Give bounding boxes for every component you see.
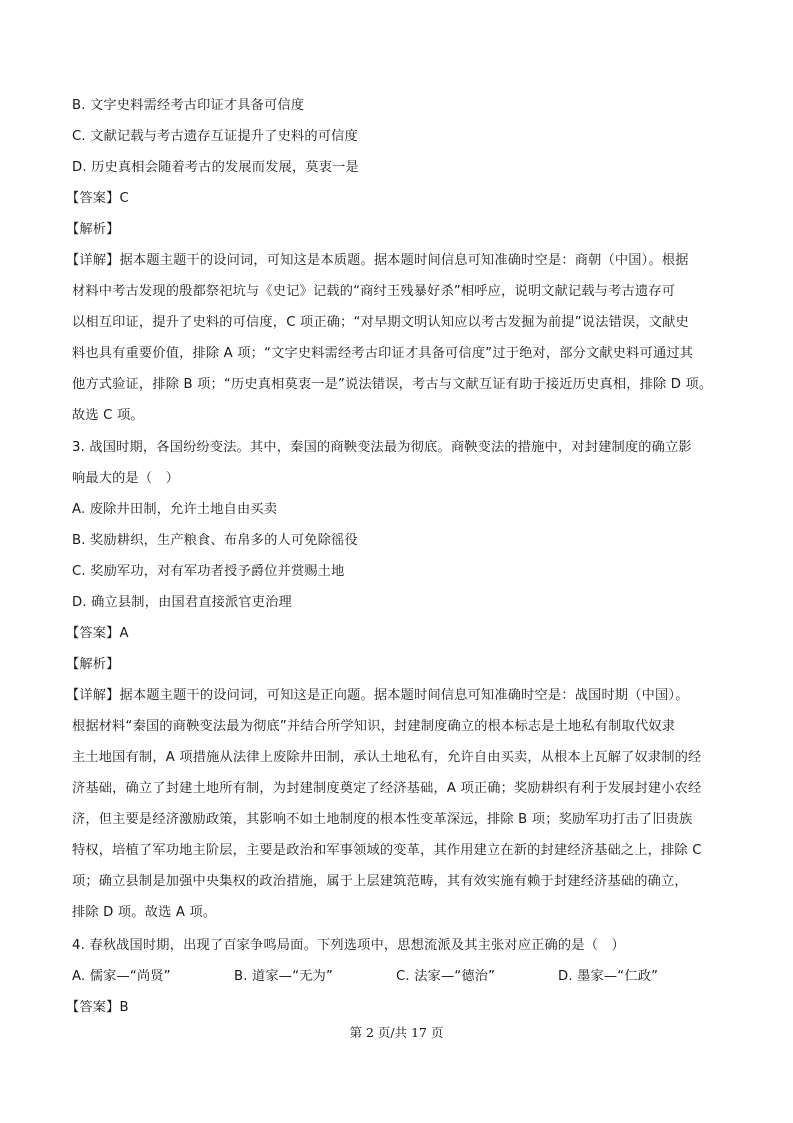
- explanation-line: 故选 C 项。: [72, 408, 144, 423]
- q4-options-row: [72, 968, 658, 986]
- option-c: C. 文献记载与考古遗存互证提升了史料的可信度: [72, 129, 358, 144]
- explanation-line: 根据材料“秦国的商鞅变法最为彻底”并结合所学知识，封建制度确立的根本标志是土地私有制取代奴隶: [72, 719, 676, 734]
- q3-option-a: A. 废除井田制，允许土地自由买卖: [72, 502, 278, 517]
- explanation-line: 【详解】据本题主题干的设问词，可知这是本质题。据本题时间信息可知准确时空是：商朝（中国）。根据: [66, 253, 689, 268]
- question-4: 4. 春秋战国时期，出现了百家争鸣局面。下列选项中，思想流派及其主张对应正确的是（ ）: [72, 938, 625, 953]
- explanation-line: 以相互印证，提升了史料的可信度，C 项正确；“对早期文明认知应以考古发掘为前提”说法错误，文献史: [72, 315, 689, 330]
- explanation-line: 排除 D 项。故选 A 项。: [72, 905, 217, 920]
- q4-option-b: B. 道家—“无为”: [234, 969, 334, 984]
- explanation-line: 料也具有重要价值，排除 A 项；“文字史料需经考古印证才具备可信度”过于绝对，部分文献史料可通过其: [72, 346, 694, 361]
- explanation-line: 主土地国有制，A 项措施从法律上废除井田制，承认土地私有，允许自由买卖，从根本上瓦解了奴隶制的经: [72, 750, 702, 765]
- explanation-line: 他方式验证，排除 B 项；“历史真相莫衷一是”说法错误，考古与文献互证有助于接近历史真相，排除 D 项。: [72, 377, 713, 392]
- option-b: B. 文字史料需经考古印证才具备可信度: [72, 98, 305, 113]
- q4-option-c: C. 法家—“德治”: [396, 969, 496, 984]
- question-3: 3. 战国时期，各国纷纷变法。其中，秦国的商鞅变法最为彻底。商鞅变法的措施中，对封建制度的确立影: [72, 440, 692, 455]
- analysis-label: 【解析】: [66, 657, 120, 672]
- q3-option-b: B. 奖励耕织，生产粮食、布帛多的人可免除徭役: [72, 533, 358, 548]
- explanation-line: 济基础，确立了封建土地所有制，为封建制度奠定了经济基础，A 项正确；奖励耕织有利于发展封建小农经: [72, 781, 702, 796]
- explanation-line: 材料中考古发现的殷都祭祀坑与《史记》记载的“商纣王残暴好杀”相呼应，说明文献记载与考古遗存可: [72, 284, 676, 299]
- option-d: D. 历史真相会随着考古的发展而发展，莫衷一是: [72, 160, 359, 175]
- explanation-line: 【详解】据本题主题干的设问词，可知这是正向题。据本题时间信息可知准确时空是：战国时期（中国）。: [66, 688, 689, 703]
- answer-label: 【答案】A: [66, 626, 129, 641]
- explanation-line: 济，但主要是经济激励政策，其影响不如土地制度的根本性变革深远，排除 B 项；奖励军功打击了旧贵族: [72, 812, 693, 827]
- question-3-cont: 响最大的是（ ）: [72, 471, 180, 486]
- q3-option-d: D. 确立县制，由国君直接派官吏治理: [72, 595, 292, 610]
- q4-option-d: D. 墨家—“仁政”: [558, 969, 659, 984]
- explanation-line: 项；确立县制是加强中央集权的政治措施，属于上层建筑范畴，其有效实施有赖于封建经济基础的确立，: [72, 874, 688, 889]
- page-number: 第 2 页/共 17 页: [349, 1025, 444, 1040]
- q3-option-c: C. 奖励军功，对有军功者授予爵位并赏赐土地: [72, 564, 345, 579]
- answer-label: 【答案】B: [66, 1000, 129, 1015]
- q4-option-a: A. 儒家—“尚贤”: [72, 969, 171, 984]
- answer-label: 【答案】C: [66, 191, 129, 206]
- analysis-label: 【解析】: [66, 222, 120, 237]
- explanation-line: 特权，培植了军功地主阶层，主要是政治和军事领域的变革，其作用建立在新的封建经济基础之上，排除 C: [72, 843, 702, 858]
